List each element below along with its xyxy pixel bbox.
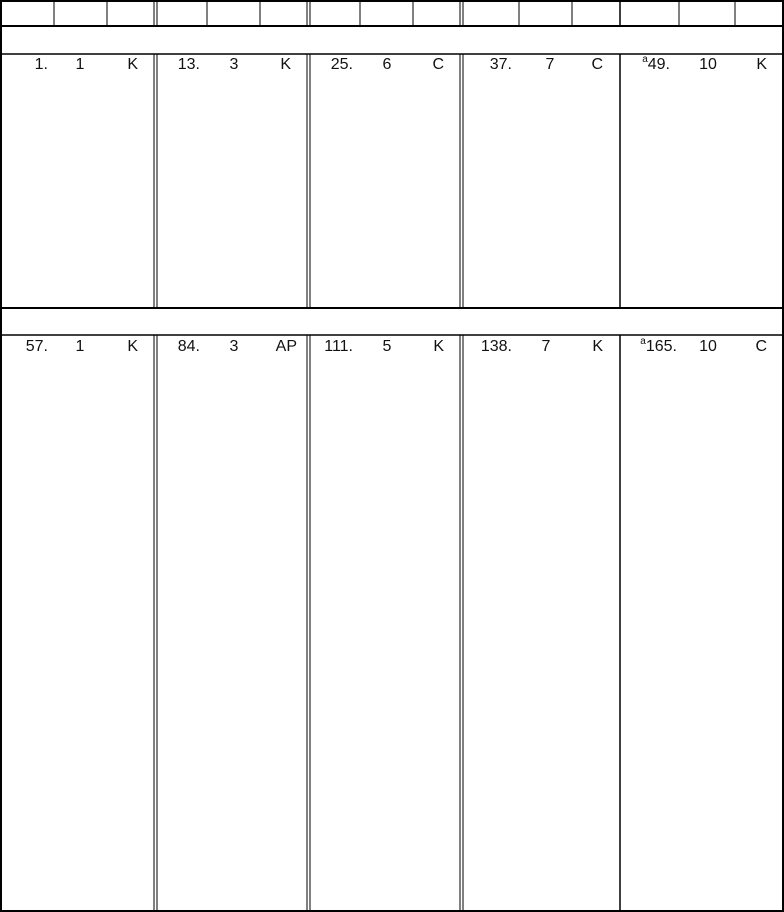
item-value: 5 — [382, 338, 392, 355]
item-code: K — [127, 338, 138, 355]
item-code: C — [591, 56, 603, 73]
item-number: 37. — [489, 56, 512, 73]
item-code: K — [433, 338, 444, 355]
item-number: $^a$49. — [642, 54, 670, 73]
item-value: 10 — [699, 56, 717, 73]
item-number: 84. — [177, 338, 200, 355]
item-value: 6 — [382, 56, 392, 73]
item-value: 7 — [545, 56, 555, 73]
item-number: 13. — [177, 56, 200, 73]
item-value: 1 — [75, 338, 85, 355]
item-number: 138. — [480, 338, 512, 355]
item-code: K — [280, 56, 291, 73]
item-code: K — [756, 56, 767, 73]
item-code: C — [755, 338, 767, 355]
item-number: 57. — [25, 338, 48, 355]
item-number: 1. — [34, 56, 48, 73]
item-code: K — [592, 338, 603, 355]
item-code: AP — [275, 338, 297, 355]
item-number: 25. — [330, 56, 353, 73]
item-value: 10 — [699, 338, 717, 355]
footnote-marker: a — [640, 336, 646, 347]
item-value: 3 — [229, 56, 239, 73]
item-number: $^a$165. — [640, 336, 677, 355]
item-code: C — [432, 56, 444, 73]
item-number: 111. — [324, 338, 353, 355]
footnote-marker: a — [642, 54, 648, 65]
item-value: 7 — [541, 338, 551, 355]
item-value: 1 — [75, 56, 85, 73]
item-code: K — [127, 56, 138, 73]
item-value: 3 — [229, 338, 239, 355]
